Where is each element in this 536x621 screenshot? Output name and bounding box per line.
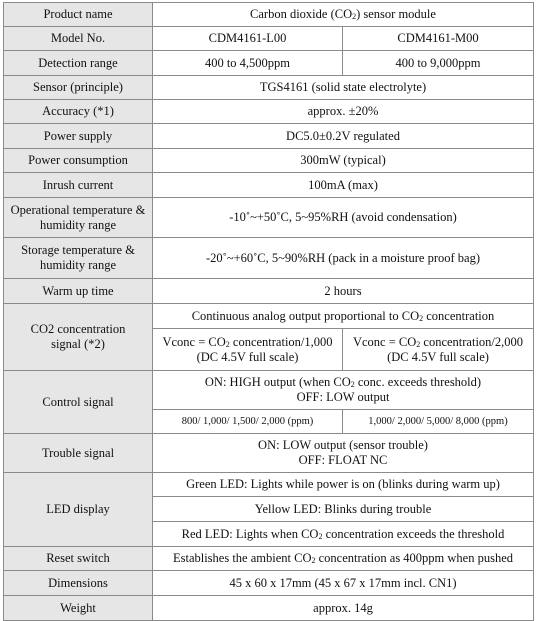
model-l00: CDM4161-L00 [153,27,343,51]
table-row [4,434,534,473]
table-row [4,371,534,410]
row-label: Storage temperature & humidity range [4,238,153,279]
table-row [4,304,534,329]
row-label: Dimensions [4,571,153,596]
yellow-led-value: Yellow LED: Blinks during trouble [153,497,534,522]
row-label: CO2 concentration signal (*2) [4,304,153,371]
inrush-current-value: 100mA (max) [153,173,534,198]
storage-temp-value: -20˚~+60˚C, 5~90%RH (pack in a moisture proof bag) [153,238,534,279]
row-label: Detection range [4,51,153,76]
control-signal-description: ON: HIGH output (when $CO_2$ conc. exceeds threshold) OFF: LOW output [153,371,534,410]
table-row [4,124,534,149]
weight-value: approx. 14g [153,596,534,621]
table-row [4,473,534,497]
table-row [4,571,534,596]
table-row [4,547,534,571]
sensor-value: TGS4161 (solid state electrolyte) [153,76,534,100]
table-row [4,51,534,76]
control-threshold-m00: 1,000/ 2,000/ 5,000/ 8,000 (ppm) [343,410,534,434]
detection-range-l00: 400 to 4,500ppm [153,51,343,76]
accuracy-value: approx. ±20% [153,100,534,124]
table-row [4,149,534,173]
dimensions-value: 45 x 60 x 17mm (45 x 67 x 17mm incl. CN1) [153,571,534,596]
warm-up-value: 2 hours [153,279,534,304]
row-label: Sensor (principle) [4,76,153,100]
table-row [4,100,534,124]
table-row [4,27,534,51]
red-led-value: Red LED: Lights when $CO_2$ concentration exceeds the threshold [153,522,534,547]
reset-switch-value: Establishes the ambient $CO_2$ concentration as 400ppm when pushed [153,547,534,571]
model-m00: CDM4161-M00 [343,27,534,51]
row-label: Trouble signal [4,434,153,473]
table-row [4,76,534,100]
trouble-signal-value: ON: LOW output (sensor trouble) OFF: FLOAT NC [153,434,534,473]
co2-signal-m00: Vconc = $CO_2$ concentration/2,000 (DC 4.5V full scale) [343,329,534,371]
product-name-value: Carbon dioxide $(CO_2)$ sensor module [153,3,534,27]
row-label: Warm up time [4,279,153,304]
row-label: Weight [4,596,153,621]
row-label: Reset switch [4,547,153,571]
row-label: Product name [4,3,153,27]
row-label: Accuracy (*1) [4,100,153,124]
row-label: Power supply [4,124,153,149]
row-label: LED display [4,473,153,547]
row-label: Power consumption [4,149,153,173]
green-led-value: Green LED: Lights while power is on (blinks during warm up) [153,473,534,497]
control-threshold-l00: 800/ 1,000/ 1,500/ 2,000 (ppm) [153,410,343,434]
row-label: Model No. [4,27,153,51]
table-row [4,279,534,304]
row-label: Inrush current [4,173,153,198]
power-supply-value: DC5.0±0.2V regulated [153,124,534,149]
row-label: Control signal [4,371,153,434]
detection-range-m00: 400 to 9,000ppm [343,51,534,76]
table-row [4,596,534,621]
co2-signal-description: Continuous analog output proportional to $CO_2$ concentration [153,304,534,329]
operational-temp-value: -10˚~+50˚C, 5~95%RH (avoid condensation) [153,198,534,238]
power-consumption-value: 300mW (typical) [153,149,534,173]
spec-table [3,2,534,621]
table-row [4,173,534,198]
co2-signal-l00: Vconc = $CO_2$ concentration/1,000 (DC 4.5V full scale) [153,329,343,371]
table-row [4,3,534,27]
table-row [4,198,534,238]
table-row [4,238,534,279]
row-label: Operational temperature & humidity range [4,198,153,238]
